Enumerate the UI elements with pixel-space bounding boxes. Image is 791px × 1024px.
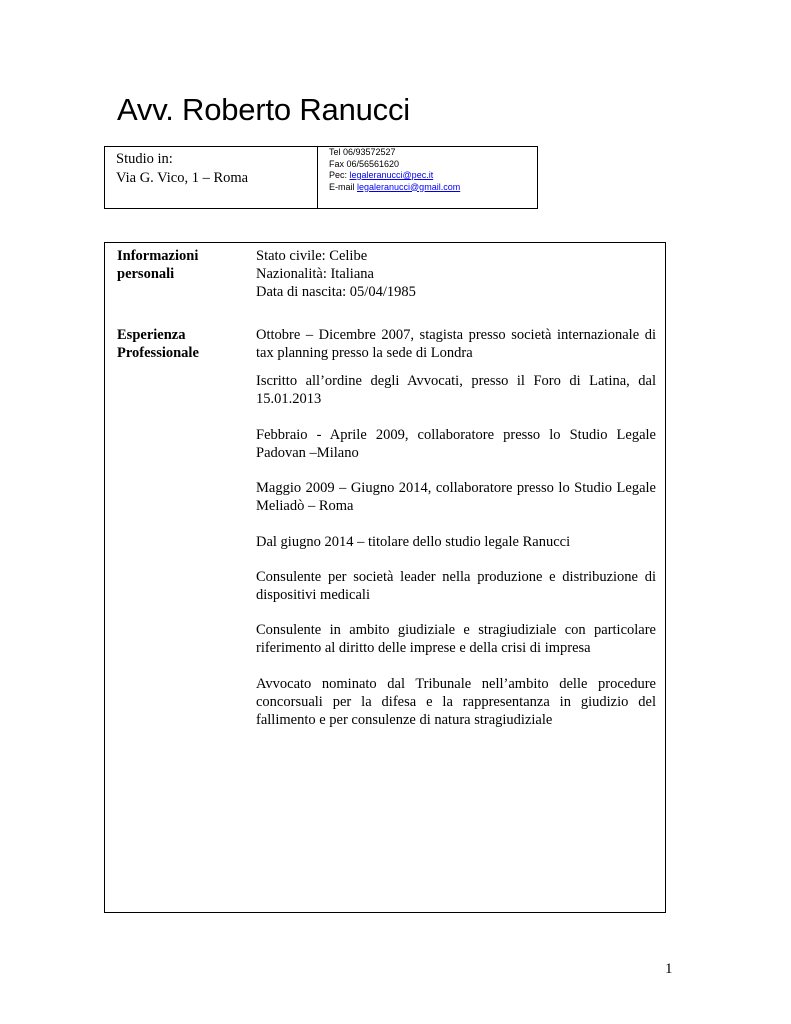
studio-label: Studio in: bbox=[116, 151, 173, 167]
experience-item: Ottobre – Dicembre 2007, stagista presso società internazionale di tax planning presso la sede di Londra bbox=[256, 327, 656, 361]
studio-address: Via G. Vico, 1 – Roma bbox=[116, 170, 249, 186]
page-number: 1 bbox=[665, 961, 673, 977]
pec-line bbox=[329, 170, 537, 182]
experience-item: Consulente per società leader nella produzione e distribuzione di dispositivi medicali bbox=[256, 569, 656, 603]
experience-label-line1: Esperienza bbox=[117, 327, 186, 343]
personal-info-content bbox=[256, 247, 656, 301]
email-label: E-mail bbox=[329, 181, 358, 192]
personal-info-label-line2: personali bbox=[117, 266, 175, 282]
email-line bbox=[329, 182, 537, 194]
experience-item: Dal giugno 2014 – titolare dello studio legale Ranucci bbox=[256, 534, 571, 550]
experience-label-line2: Professionale bbox=[117, 345, 199, 361]
experience-item: Avvocato nominato dal Tribunale nell’ambito delle procedure concorsuali per la difesa e la rappresentanza in giudizio del fallimento e per consulenze di natura stragiudiziale bbox=[256, 676, 656, 728]
personal-info-label bbox=[117, 247, 247, 283]
telephone-number: Tel 06/93572527 bbox=[329, 147, 396, 157]
contact-details-cell bbox=[318, 147, 537, 208]
contact-table bbox=[104, 146, 538, 209]
experience-item: Febbraio - Aprile 2009, collaboratore presso lo Studio Legale Padovan –Milano bbox=[256, 427, 656, 461]
page-title: Avv. Roberto Ranucci bbox=[117, 92, 410, 127]
experience-label bbox=[117, 326, 247, 362]
studio-address-cell bbox=[105, 147, 318, 208]
experience-item: Iscritto all’ordine degli Avvocati, presso il Foro di Latina, dal 15.01.2013 bbox=[256, 373, 656, 407]
birth-date: Data di nascita: 05/04/1985 bbox=[256, 284, 416, 300]
experience-item: Maggio 2009 – Giugno 2014, collaboratore presso lo Studio Legale Meliadò – Roma bbox=[256, 480, 656, 514]
personal-info-label-line1: Informazioni bbox=[117, 248, 199, 264]
fax-number: Fax 06/56561620 bbox=[329, 158, 400, 169]
cv-table bbox=[104, 242, 666, 913]
nationality: Nazionalità: Italiana bbox=[256, 266, 374, 282]
pec-label: Pec: bbox=[329, 170, 350, 180]
email-link[interactable]: legaleranucci@gmail.com bbox=[357, 181, 461, 192]
experience-item: Consulente in ambito giudiziale e stragiudiziale con particolare riferimento al diritto delle imprese e della crisi di impresa bbox=[256, 622, 656, 656]
pec-email-link[interactable]: legaleranucci@pec.it bbox=[349, 170, 434, 180]
civil-status: Stato civile: Celibe bbox=[256, 248, 368, 264]
